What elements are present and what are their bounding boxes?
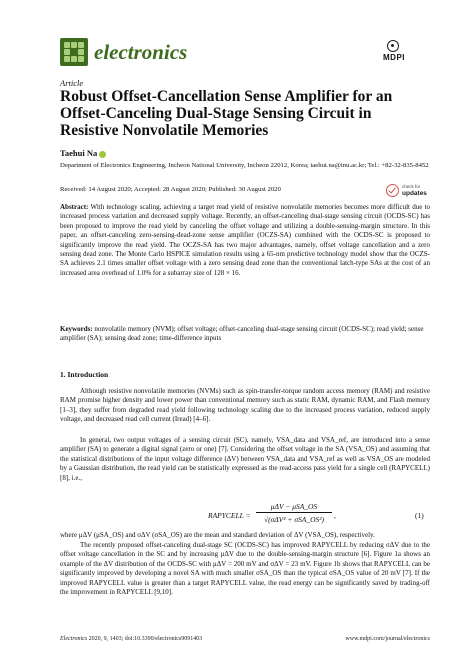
keywords-label: Keywords: (60, 325, 93, 333)
check-updates-line2: updates (402, 190, 427, 197)
equation-denominator: √(σΔV² + σSA_OS²) (263, 515, 325, 524)
check-updates-line1: check for (402, 184, 421, 189)
section-heading: 1. Introduction (60, 370, 109, 379)
abstract (60, 203, 430, 278)
check-for-updates-badge[interactable] (386, 182, 430, 200)
publisher-logo-icon (387, 40, 399, 52)
equation-numerator: μΔV − μSA_OS (256, 502, 332, 513)
abstract-label: Abstract: (60, 203, 89, 211)
equation-trailing: , (334, 511, 336, 520)
footer-journal: Electronics (60, 636, 88, 642)
equation-number: (1) (415, 511, 424, 520)
publisher-logo (376, 40, 412, 62)
journal-logo-icon (60, 38, 88, 66)
orcid-icon[interactable] (99, 151, 106, 158)
paper-title: Robust Offset-Cancellation Sense Amplifier for an Offset-Canceling Dual-Stage Sensing Circuit in Resistive Nonvolatile Memories (60, 88, 393, 139)
footer-citation-details: 2020, 9, 1403; doi:10.3390/electronics9091403 (88, 636, 203, 642)
paragraph-1: Although resistive nonvolatile memories (NVMs) such as spin-transfer-torque random access memory (RAM) and resistive RAM promise higher density and lower power than conventional memory such as static RAM, dynamic RAM, and Flash memory [1–3], they suffer from degraded read yield following technology scaling due to the increased process variation, reduced supply voltage, and decreased read cell current (Iread) [4–6]. (60, 387, 430, 424)
publication-dates: Received: 14 August 2020; Accepted: 28 August 2020; Published: 30 August 2020 (60, 186, 281, 193)
abstract-text: With technology scaling, achieving a target read yield of resistive nonvolatile memories becomes more difficult due to increased process variation and decreased supply voltage. Recently, an offset-canceling dual-stage sensing circuit (OCDS-SC) has been proposed to improve the read yield by canceling the offset voltage and utilizing a double-sensing-margin structure. In this paper, an offset-canceling zero-sensing-dead-zone sense amplifier (OCZS-SA) combined with the OCDS-SC is proposed to significantly improve the read yield. The OCZS-SA has two major advantages, namely, offset voltage cancellation and a zero sensing dead zone. The Monte Carlo HSPICE simulation results using a 65-nm predictive technology model show that the OCZS-SA achieves 2.1 times smaller offset voltage with a zero sensing dead zone than the conventional latch-type SAs at the cost of an increased area overhead of 1.0% for a subarray size of 128 × 16. (60, 203, 431, 277)
paragraph-4: The recently proposed offset-canceling dual-stage SC (OCDS-SC) has improved RAPYCELL by reducing σΔV due to the offset voltage cancellation in the SC and by increasing μΔV due to the double-sensing-margin structure [6]. Figure 1a shows an example of the ΔV distribution of the OCDS-SC with μΔV = 200 mV and σΔV = 23 mV. Figure 1b shows that RAPYCELL can be significantly improved by developing a novel SA with much smaller σSA_OS than the typical σSA_OS value of 20 mV [7]. If the improved RAPYCELL value is greater than a target RAPYCELL value, the read energy can be significantly saved by trading-off the improvement in RAPYCELL [9,10]. (60, 541, 430, 597)
footer-url[interactable]: www.mdpi.com/journal/electronics (345, 636, 430, 642)
publisher-name: MDPI (383, 53, 405, 62)
check-updates-icon (386, 184, 399, 197)
footer-citation (60, 636, 202, 642)
journal-name: electronics (94, 40, 188, 64)
keywords-text: nonvolatile memory (NVM); offset voltage; offset-canceling dual-stage sensing circuit (OCDS-SC); read yield; sense amplifier (SA); sensing dead zone; time-difference inputs (60, 325, 424, 343)
equation-fraction (256, 502, 332, 524)
author-line (60, 148, 106, 158)
paragraph-2: In general, two output voltages of a sensing circuit (SC), namely, VSA_data and VSA_ref, are introduced into a sense amplifier (SA) to generate a digital signal (zero or one) [7]. Considering the offset voltage in the SA (VSA_OS) and assuming that the statistical distributions of the input voltage difference (ΔV) between VSA_data and VSA_ref as well as VSA_OS are modeled by a Gaussian distribution, the read yield can be statistically expressed as the read-access pass yield for a single cell (RAPYCELL) [8], i.e., (60, 436, 430, 482)
paragraph-3: where μΔV (μSA_OS) and σΔV (σSA_OS) are the mean and standard deviation of ΔV (VSA_OS), respectively. (60, 531, 375, 539)
equation-lhs: RAPYCELL = (208, 511, 251, 520)
author-name: Taehui Na (60, 148, 98, 158)
article-type: Article (60, 78, 84, 88)
equation-1 (60, 502, 430, 528)
affiliation: Department of Electronics Engineering, Incheon National University, Incheon 22012, Korea; taehui.na@inu.ac.kr; Tel.: +82-32-835-8452 (60, 162, 429, 169)
keywords (60, 325, 430, 344)
